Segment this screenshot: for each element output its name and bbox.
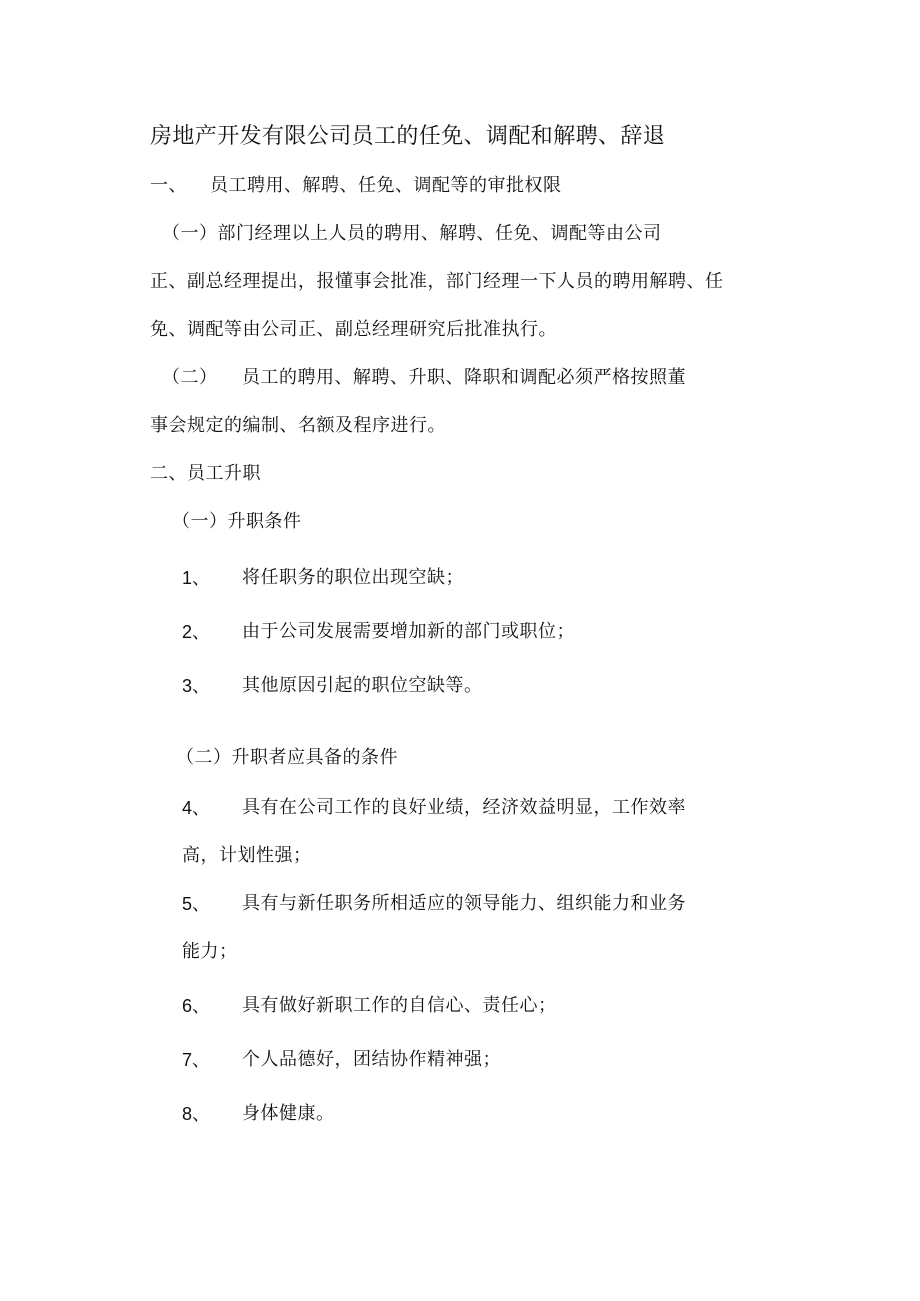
- list-item-text: 具有在公司工作的良好业绩，经济效益明显，工作效率: [242, 797, 686, 818]
- section1-para1-line1: （一）部门经理以上人员的聘用、解聘、任免、调配等由公司: [162, 223, 662, 244]
- sub1-heading: （一）升职条件: [172, 511, 302, 532]
- list-item-number: 4、: [182, 798, 211, 818]
- list-item-number: 1、: [182, 568, 211, 588]
- list-item-number: 2、: [182, 622, 211, 642]
- list-item-text: 将任职务的职位出现空缺；: [242, 567, 464, 588]
- section1-para2-line1: 员工的聘用、解聘、升职、降职和调配必须严格按照董: [242, 367, 686, 388]
- section1-para1-line2: 正、副总经理提出，报懂事会批准，部门经理一下人员的聘用解聘、任: [150, 271, 724, 292]
- document-title: 房地产开发有限公司员工的任免、调配和解聘、辞退: [150, 124, 666, 149]
- list-item-number: 5、: [182, 894, 211, 914]
- section1-marker: 一、: [150, 175, 187, 196]
- section1-para1-line3: 免、调配等由公司正、副总经理研究后批准执行。: [150, 319, 557, 340]
- section1-para2-line2: 事会规定的编制、名额及程序进行。: [150, 415, 446, 436]
- section1-para2-marker: （二）: [162, 367, 218, 388]
- list-item-text: 具有做好新职工作的自信心、责任心；: [242, 995, 557, 1016]
- list-item-number: 7、: [182, 1050, 211, 1070]
- section2-heading: 二、员工升职: [150, 463, 261, 484]
- list-item-text: 身体健康。: [242, 1103, 335, 1124]
- list-item-text: 由于公司发展需要增加新的部门或职位；: [242, 621, 575, 642]
- list-item-text: 个人品德好，团结协作精神强；: [242, 1049, 501, 1070]
- list-item-text: 其他原因引起的职位空缺等。: [242, 675, 483, 696]
- list-item-number: 6、: [182, 996, 211, 1016]
- list-item-continuation: 能力；: [182, 941, 238, 962]
- list-item-text: 具有与新任职务所相适应的领导能力、组织能力和业务: [242, 893, 686, 914]
- list-item-number: 3、: [182, 676, 211, 696]
- section1-heading: 员工聘用、解聘、任免、调配等的审批权限: [210, 175, 562, 196]
- sub2-heading: （二）升职者应具备的条件: [176, 747, 398, 768]
- list-item-number: 8、: [182, 1104, 211, 1124]
- list-item-continuation: 高，计划性强；: [182, 845, 312, 866]
